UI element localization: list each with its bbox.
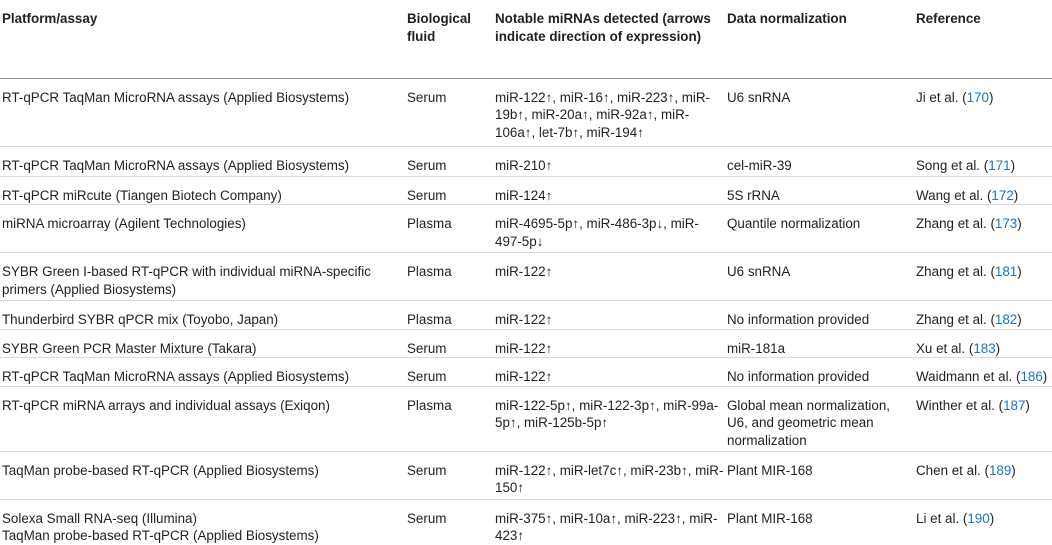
header-platform: Platform/assay	[2, 11, 98, 26]
reference-author: Waidmann et al. (	[916, 369, 1021, 384]
normalization-cell: U6 snRNA	[727, 264, 791, 279]
platform-line-1: Solexa Small RNA-seq (Illumina)	[2, 510, 197, 526]
platform-line-2: TaqMan probe-based RT-qPCR (Applied Biosystems)	[2, 528, 319, 543]
table-row	[0, 451, 1052, 499]
normalization-cell: 5S rRNA	[727, 187, 780, 203]
table-row	[0, 386, 1052, 451]
reference-close: )	[1013, 187, 1019, 203]
platform-cell: TaqMan probe-based RT-qPCR (Applied Biosystems)	[2, 462, 319, 478]
reference-close: )	[1010, 157, 1016, 173]
reference-cell	[914, 78, 1052, 146]
reference-author: Ji et al. (	[916, 89, 967, 105]
table-row	[0, 499, 1052, 545]
reference-author: Xu et al. (	[916, 340, 974, 356]
normalization-cell: U6 snRNA	[727, 89, 791, 105]
reference-cell	[914, 253, 1052, 301]
platform-cell: Thunderbird SYBR qPCR mix (Toyobo, Japan)	[2, 312, 279, 327]
mirnas-cell: miR-122↑, miR-16↑, miR-223↑, miR-19b↑, miR-20a↑, miR-92a↑, miR-106a↑, let-7b↑, miR-194↑	[495, 89, 711, 140]
reference-link[interactable]: 171	[988, 157, 1011, 173]
reference-author: Zhang et al. (	[916, 312, 995, 327]
fluid-cell: Serum	[407, 157, 447, 173]
reference-author: Zhang et al. (	[916, 264, 995, 279]
table-row	[0, 301, 1052, 330]
reference-link[interactable]: 182	[994, 312, 1018, 327]
platform-cell: RT-qPCR miRcute (Tiangen Biotech Company)	[2, 187, 282, 203]
mirnas-cell: miR-122↑	[495, 264, 553, 279]
fluid-cell: Plasma	[407, 216, 452, 231]
fluid-cell: Serum	[407, 340, 447, 356]
platform-cell: SYBR Green PCR Master Mixture (Takara)	[2, 340, 257, 356]
reference-close: )	[1011, 462, 1016, 478]
platform-cell: RT-qPCR TaqMan MicroRNA assays (Applied Biosystems)	[2, 369, 350, 384]
platform-cell: miRNA microarray (Agilent Technologies)	[2, 216, 246, 231]
reference-cell	[914, 329, 1052, 358]
reference-close: )	[1025, 397, 1030, 413]
mirnas-cell: miR-122↑, miR-let7c↑, miR-23b↑, miR-150↑	[495, 462, 724, 495]
mirnas-cell: miR-4695-5p↑, miR-486-3p↓, miR-497-5p↓	[495, 216, 699, 249]
reference-link[interactable]: 172	[991, 187, 1014, 203]
fluid-cell: Serum	[407, 89, 447, 105]
mirnas-cell: miR-375↑, miR-10a↑, miR-223↑, miR-423↑	[495, 510, 718, 543]
fluid-cell: Serum	[407, 510, 447, 526]
reference-cell	[914, 358, 1052, 387]
header-mirnas: Notable miRNAs detected (arrows indicate direction of expression)	[495, 11, 711, 44]
platform-cell: RT-qPCR TaqMan MicroRNA assays (Applied Biosystems)	[2, 89, 350, 105]
reference-link[interactable]: 170	[966, 89, 989, 105]
reference-link[interactable]: 181	[994, 264, 1018, 279]
reference-author: Li et al. (	[916, 510, 968, 526]
table-row	[0, 146, 1052, 176]
platform-cell: RT-qPCR miRNA arrays and individual assays (Exiqon)	[2, 397, 330, 413]
reference-cell	[914, 301, 1052, 330]
header-normalization: Data normalization	[727, 11, 847, 26]
reference-author: Winther et al. (	[916, 397, 1004, 413]
reference-link[interactable]: 183	[973, 340, 996, 356]
table-row	[0, 329, 1052, 358]
reference-author: Wang et al. (	[916, 187, 992, 203]
reference-close: )	[1017, 312, 1022, 327]
normalization-cell: No information provided	[727, 312, 870, 327]
reference-link[interactable]: 187	[1003, 397, 1026, 413]
fluid-cell: Serum	[407, 187, 447, 203]
table-row	[0, 205, 1052, 253]
reference-cell	[914, 205, 1052, 253]
reference-cell	[914, 499, 1052, 545]
reference-cell	[914, 176, 1052, 205]
header-fluid: Biological fluid	[407, 11, 471, 44]
reference-link[interactable]: 190	[967, 510, 990, 526]
reference-author: Zhang et al. (	[916, 216, 995, 231]
normalization-cell: miR-181a	[727, 340, 786, 356]
reference-link[interactable]: 189	[988, 462, 1012, 478]
platform-cell	[0, 499, 405, 545]
header-reference: Reference	[916, 11, 981, 26]
reference-close: )	[995, 340, 1001, 356]
table-row	[0, 358, 1052, 387]
reference-close: )	[989, 510, 995, 526]
reference-link[interactable]: 186	[1020, 369, 1043, 384]
reference-cell	[914, 451, 1052, 499]
reference-link[interactable]: 173	[994, 216, 1018, 231]
reference-close: )	[1017, 264, 1022, 279]
normalization-cell: Quantile normalization	[727, 216, 861, 231]
normalization-cell: Global mean normalization, U6, and geometric mean normalization	[727, 397, 891, 448]
normalization-cell: cel-miR-39	[727, 157, 792, 173]
mirnas-cell: miR-122↑	[495, 369, 553, 384]
table-row	[0, 253, 1052, 301]
normalization-cell: Plant MIR-168	[727, 510, 813, 526]
reference-cell	[914, 386, 1052, 451]
mirnas-cell: miR-210↑	[495, 157, 553, 173]
mirnas-cell: miR-124↑	[495, 187, 553, 203]
reference-close: )	[1042, 369, 1048, 384]
reference-author: Song et al. (	[916, 157, 989, 173]
reference-cell	[914, 146, 1052, 176]
normalization-cell: No information provided	[727, 369, 870, 384]
fluid-cell: Serum	[407, 462, 447, 478]
normalization-cell: Plant MIR-168	[727, 462, 813, 478]
platform-cell: SYBR Green I-based RT-qPCR with individual miRNA-specific primers (Applied Biosystems)	[2, 264, 371, 297]
reference-close: )	[1017, 216, 1022, 231]
fluid-cell: Plasma	[407, 264, 452, 279]
fluid-cell: Serum	[407, 369, 447, 384]
table-row	[0, 78, 1052, 146]
table-row	[0, 176, 1052, 205]
mirnas-cell: miR-122↑	[495, 312, 553, 327]
platform-cell: RT-qPCR TaqMan MicroRNA assays (Applied Biosystems)	[2, 157, 350, 173]
header-row	[0, 0, 1052, 78]
fluid-cell: Plasma	[407, 312, 452, 327]
reference-author: Chen et al. (	[916, 462, 989, 478]
mirnas-cell: miR-122↑	[495, 340, 553, 356]
fluid-cell: Plasma	[407, 397, 452, 413]
mirnas-cell: miR-122-5p↑, miR-122-3p↑, miR-99a-5p↑, miR-125b-5p↑	[495, 397, 719, 430]
reference-close: )	[988, 89, 994, 105]
